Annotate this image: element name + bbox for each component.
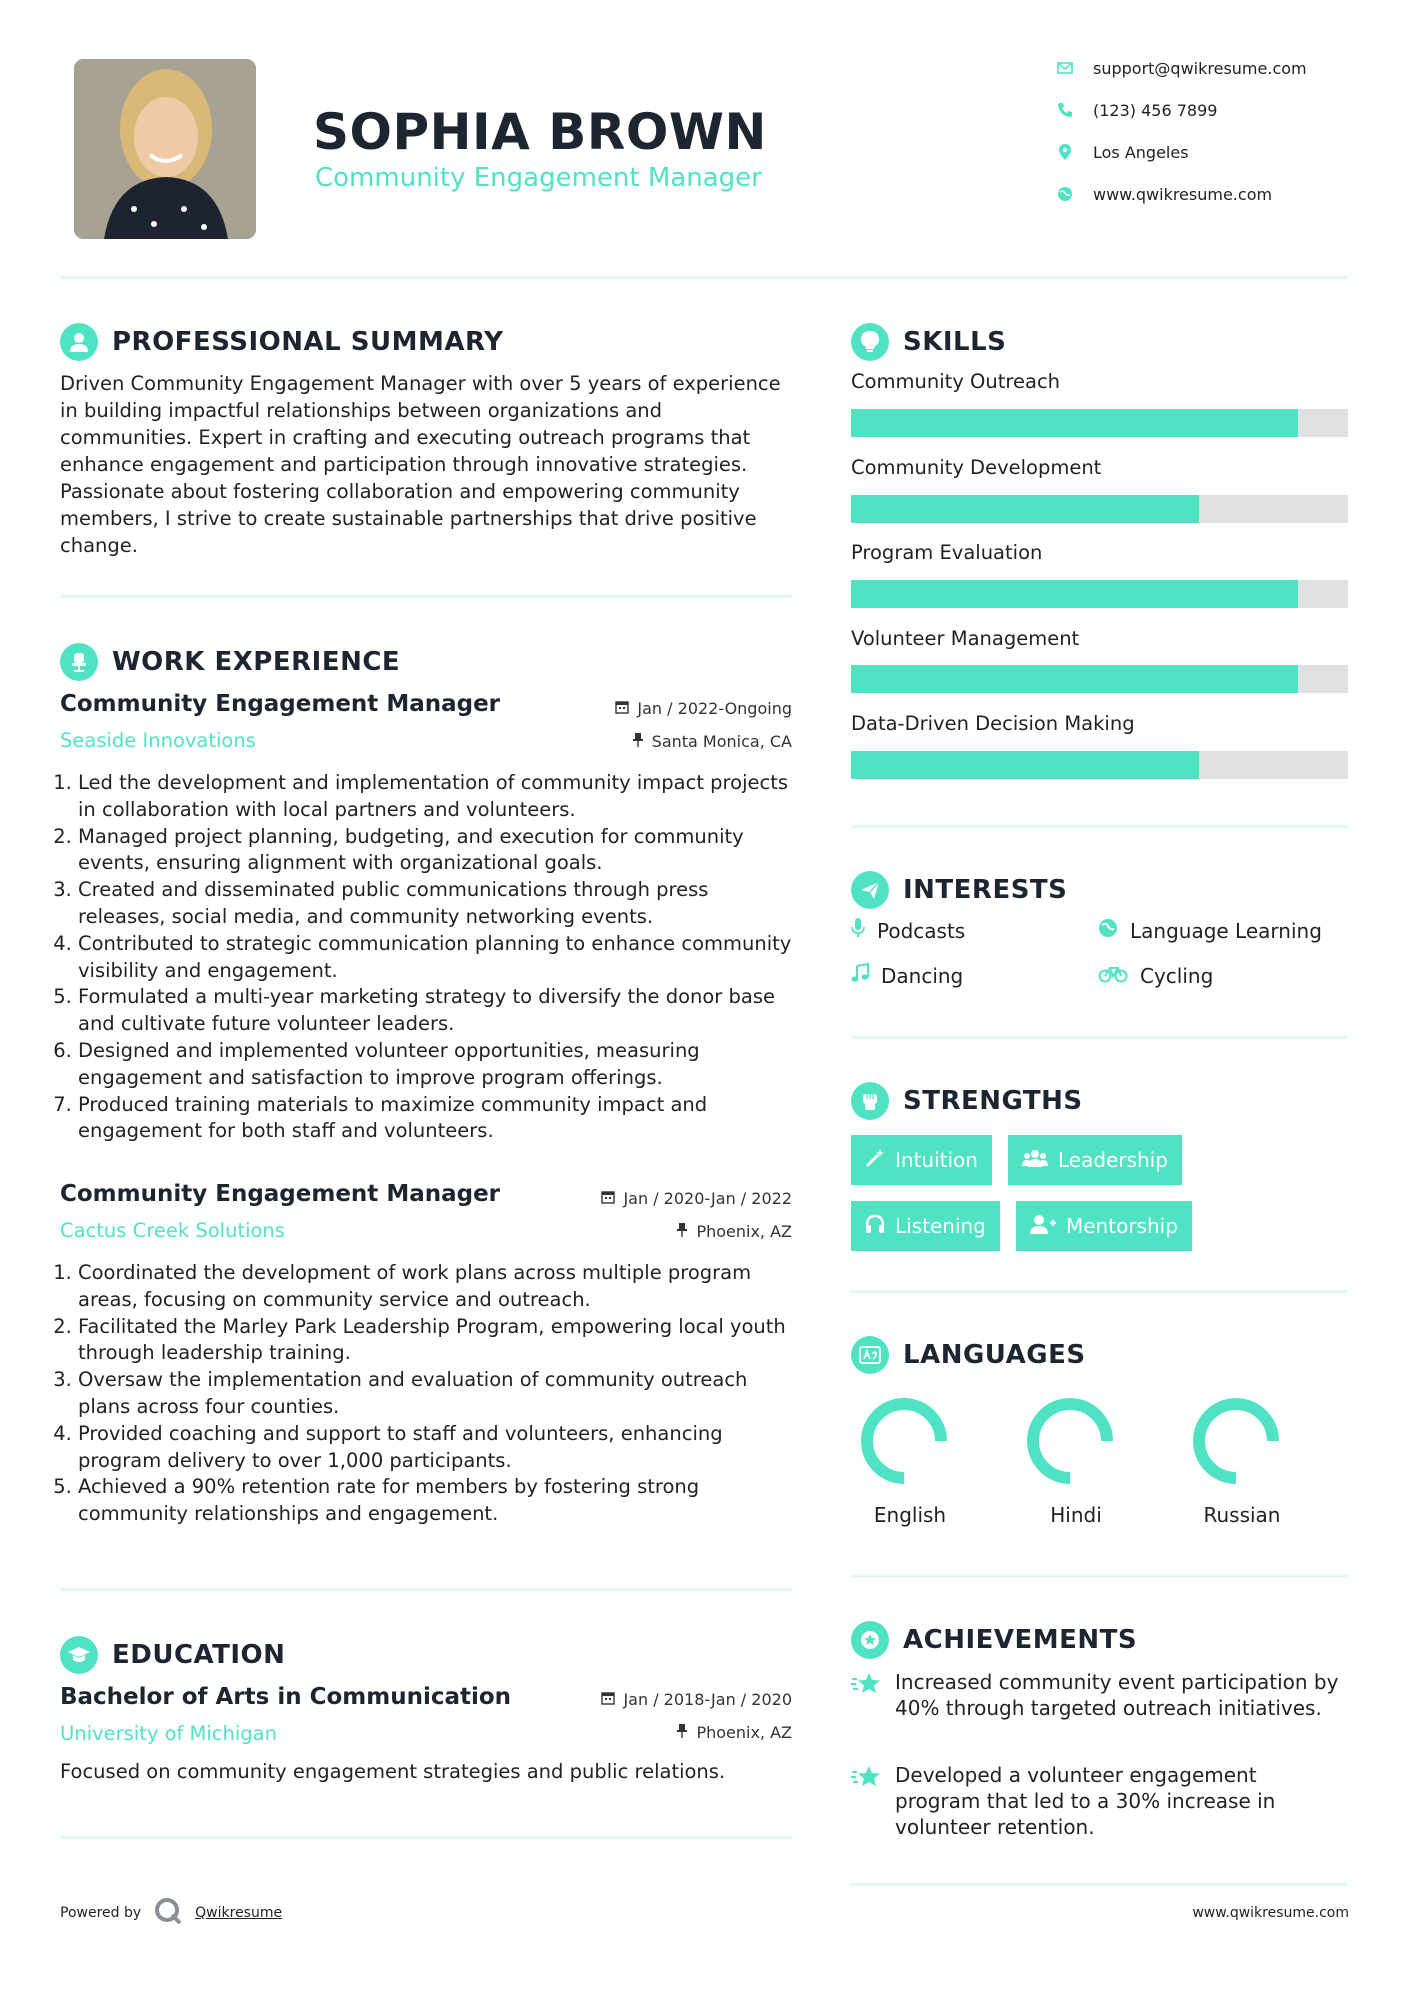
language-rings <box>851 1386 1348 1496</box>
summary-divider <box>60 595 792 598</box>
graduation-cap-icon <box>60 1636 98 1674</box>
magic-wand-icon <box>865 1148 885 1173</box>
interest-item <box>1098 918 1322 943</box>
skill-bar <box>851 665 1348 693</box>
interest-label: Cycling <box>1140 963 1214 988</box>
duty-item: 6. Designed and implemented volunteer opportunities, measuring engagement and satisfaction to improve program offerings. <box>78 1038 795 1092</box>
job-title: Community Engagement Manager <box>60 1181 501 1207</box>
contact-phone[interactable] <box>1055 100 1375 120</box>
fist-icon <box>851 1082 889 1120</box>
skills-title: SKILLS <box>903 327 1007 357</box>
brand-link[interactable]: Qwikresume <box>195 1905 283 1921</box>
strength-label: Leadership <box>1058 1148 1168 1172</box>
job-location <box>540 732 792 751</box>
strength-badge <box>1008 1135 1182 1185</box>
work-title: WORK EXPERIENCE <box>112 647 401 677</box>
summary-text: Driven Community Engagement Manager with over 5 years of experience in building impactful relationships between organizations and communities. Expert in crafting and executing outreach programs that enhance engagement and participation through innovative strategies. Passionate about fostering collaboration and empowering community members, I strive to create sustainable partnerships that drive positive change. <box>60 372 781 557</box>
candidate-name: SOPHIA BROWN <box>313 103 767 161</box>
skill-bar-fill <box>851 495 1199 523</box>
duty-item: 3. Created and disseminated public communications through press releases, social media, and community networking events. <box>78 877 795 931</box>
strengths-heading <box>851 1082 1083 1120</box>
skill-label: Volunteer Management <box>851 627 1080 650</box>
microphone-icon <box>851 918 865 943</box>
duty-item: 1. Led the development and implementation of community impact projects in collaboration with local partners and volunteers. <box>78 770 795 824</box>
interests-title: INTERESTS <box>903 875 1068 905</box>
language-label: Russian <box>1203 1503 1281 1527</box>
phone-text[interactable]: (123) 456 7899 <box>1093 100 1218 120</box>
language-icon <box>851 1336 889 1374</box>
paper-plane-icon <box>851 871 889 909</box>
skill-bar <box>851 580 1348 608</box>
achievements-divider <box>851 1883 1348 1886</box>
candidate-role: Community Engagement Manager <box>315 163 762 193</box>
duty-item: 7. Produced training materials to maximize community impact and engagement for both staff and volunteers. <box>78 1092 795 1146</box>
skill-bar-fill <box>851 665 1298 693</box>
calendar-icon <box>615 699 629 718</box>
pushpin-icon <box>676 1723 688 1742</box>
footer-website[interactable]: www.qwikresume.com <box>1192 1905 1349 1921</box>
skills-divider <box>851 825 1348 828</box>
bicycle-icon <box>1098 963 1128 988</box>
duty-item: 1. Coordinated the development of work plans across multiple program areas, focusing on community service and outreach. <box>78 1260 795 1314</box>
job-date-text: Jan / 2020-Jan / 2022 <box>623 1189 792 1208</box>
education-heading <box>60 1636 285 1674</box>
job-location-text: Phoenix, AZ <box>696 1222 792 1241</box>
profile-photo <box>74 59 256 239</box>
skill-bar <box>851 409 1348 437</box>
school-name: University of Michigan <box>60 1722 277 1745</box>
calendar-icon <box>601 1690 615 1709</box>
company-name: Seaside Innovations <box>60 729 256 752</box>
interests-heading <box>851 871 1067 909</box>
work-divider <box>60 1588 792 1591</box>
strength-label: Intuition <box>895 1148 978 1172</box>
globe-icon <box>1098 918 1118 943</box>
interest-label: Dancing <box>881 963 964 988</box>
footer-powered-by <box>60 1896 282 1930</box>
email-text[interactable]: support@qwikresume.com <box>1093 58 1307 78</box>
summary-heading <box>60 323 503 361</box>
education-title: EDUCATION <box>112 1640 286 1670</box>
phone-icon <box>1055 100 1075 120</box>
star-icon <box>851 1762 883 1840</box>
job-title: Community Engagement Manager <box>60 691 501 717</box>
contact-website[interactable] <box>1055 184 1375 204</box>
summary-title: PROFESSIONAL SUMMARY <box>112 327 504 357</box>
skill-bar-fill <box>851 409 1298 437</box>
skills-heading <box>851 323 1006 361</box>
education-location <box>540 1723 792 1742</box>
skill-bar <box>851 751 1348 779</box>
skill-label: Community Outreach <box>851 370 1061 393</box>
skill-label: Data-Driven Decision Making <box>851 712 1135 735</box>
job-date <box>540 1189 792 1208</box>
duty-item: 2. Managed project planning, budgeting, and execution for community events, ensuring alignment with organizational goals. <box>78 824 795 878</box>
calendar-icon <box>601 1189 615 1208</box>
achievement-text: Increased community event participation by 40% through targeted outreach initiatives. <box>895 1670 1339 1720</box>
job-location-text: Santa Monica, CA <box>651 732 792 751</box>
company-name: Cactus Creek Solutions <box>60 1219 285 1242</box>
job-date-text: Jan / 2022-Ongoing <box>637 699 792 718</box>
strength-badge <box>1016 1201 1192 1251</box>
interest-item <box>851 963 963 988</box>
globe-icon <box>1055 184 1075 204</box>
interest-item <box>851 918 965 943</box>
music-note-icon <box>851 963 869 988</box>
job-duties <box>60 1260 795 1528</box>
duty-item: 4. Contributed to strategic communication planning to enhance community visibility and engagement. <box>78 931 795 985</box>
duty-item: 2. Facilitated the Marley Park Leadership Program, empowering local youth through leadership training. <box>78 1314 795 1368</box>
skill-bar <box>851 495 1348 523</box>
language-ring <box>1033 1404 1107 1478</box>
contact-location <box>1055 142 1375 162</box>
pushpin-icon <box>676 1222 688 1241</box>
powered-by-text: Powered by <box>60 1905 142 1921</box>
skill-bar-fill <box>851 580 1298 608</box>
users-icon <box>1022 1148 1048 1173</box>
languages-divider <box>851 1575 1348 1578</box>
achievement-item <box>851 1762 1348 1840</box>
languages-heading <box>851 1336 1086 1374</box>
work-heading <box>60 643 400 681</box>
qwikresume-logo-icon <box>153 1896 183 1930</box>
skill-label: Program Evaluation <box>851 541 1043 564</box>
strengths-title: STRENGTHS <box>903 1086 1083 1116</box>
achievement-text: Developed a volunteer engagement program that led to a 30% increase in volunteer retention. <box>895 1763 1276 1839</box>
duty-item: 3. Oversaw the implementation and evaluation of community outreach plans across four counties. <box>78 1367 795 1421</box>
strength-label: Mentorship <box>1066 1214 1178 1238</box>
job-duties <box>60 770 795 1145</box>
header-divider <box>60 276 1348 279</box>
achievement-item <box>851 1669 1348 1721</box>
education-date-text: Jan / 2018-Jan / 2020 <box>623 1690 792 1709</box>
degree-title: Bachelor of Arts in Communication <box>60 1684 512 1710</box>
envelope-icon <box>1055 58 1075 78</box>
duty-item: 4. Provided coaching and support to staff and volunteers, enhancing program delivery to over 1,000 participants. <box>78 1421 795 1475</box>
language-ring <box>867 1404 941 1478</box>
map-pin-icon <box>1055 142 1075 162</box>
achievements-heading <box>851 1621 1137 1659</box>
pushpin-icon <box>632 732 644 751</box>
star-icon <box>851 1669 883 1721</box>
strength-badge <box>851 1201 1000 1251</box>
job-location <box>540 1222 792 1241</box>
language-label: Hindi <box>1050 1503 1102 1527</box>
strength-badge <box>851 1135 992 1185</box>
education-description: Focused on community engagement strategies and public relations. <box>60 1760 726 1783</box>
strengths-divider <box>851 1290 1348 1293</box>
duty-item: 5. Achieved a 90% retention rate for members by fostering strong community relationships and engagement. <box>78 1474 795 1528</box>
contact-email[interactable] <box>1055 58 1375 78</box>
interest-label: Podcasts <box>877 918 966 943</box>
languages-title: LANGUAGES <box>903 1340 1086 1370</box>
location-text: Los Angeles <box>1093 142 1189 162</box>
duty-item: 5. Formulated a multi-year marketing strategy to diversify the donor base and cultivate future volunteer leaders. <box>78 984 795 1038</box>
education-date <box>540 1690 792 1709</box>
strength-label: Listening <box>895 1214 986 1238</box>
education-location-text: Phoenix, AZ <box>696 1723 792 1742</box>
user-icon <box>60 323 98 361</box>
badge-star-icon <box>851 1621 889 1659</box>
lightbulb-icon <box>851 323 889 361</box>
chair-icon <box>60 643 98 681</box>
interest-item <box>1098 963 1213 988</box>
skill-bar-fill <box>851 751 1199 779</box>
interest-label: Language Learning <box>1130 918 1322 943</box>
education-divider <box>60 1836 792 1839</box>
job-date <box>540 699 792 718</box>
website-text[interactable]: www.qwikresume.com <box>1093 184 1273 204</box>
language-label: English <box>873 1503 947 1527</box>
headphones-icon <box>865 1214 885 1239</box>
interests-divider <box>851 1036 1348 1039</box>
skill-label: Community Development <box>851 456 1102 479</box>
user-plus-icon <box>1030 1214 1056 1239</box>
language-ring <box>1199 1404 1273 1478</box>
achievements-title: ACHIEVEMENTS <box>903 1625 1138 1655</box>
